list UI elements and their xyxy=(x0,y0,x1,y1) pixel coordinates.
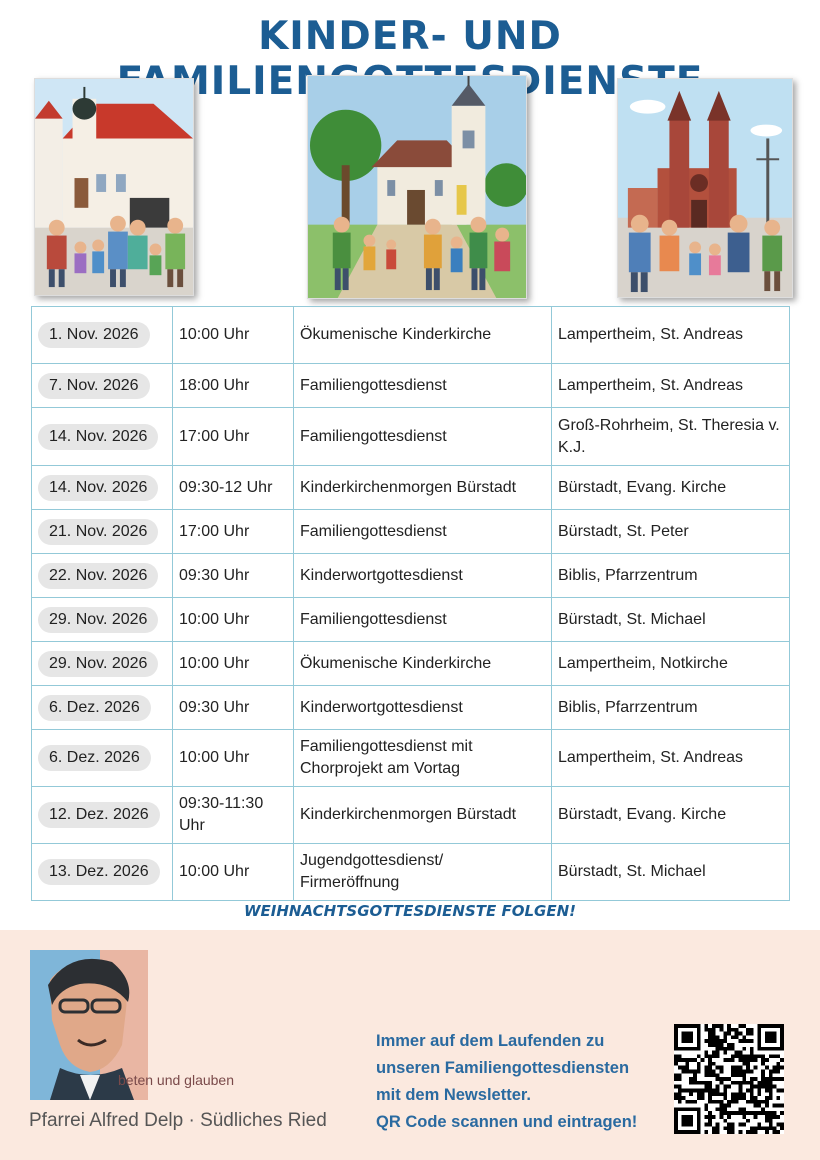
table-row xyxy=(32,730,790,787)
event-location: Bürstadt, St. Michael xyxy=(558,863,706,880)
event-date: 1. Nov. 2026 xyxy=(38,322,150,348)
event-date-cell xyxy=(32,787,173,844)
event-date-cell xyxy=(32,730,173,787)
event-name-cell xyxy=(294,844,552,901)
event-time-cell xyxy=(173,598,294,642)
event-time-cell xyxy=(173,364,294,408)
table-row xyxy=(32,554,790,598)
event-time-cell xyxy=(173,307,294,364)
event-location: Bürstadt, St. Peter xyxy=(558,522,689,540)
event-time: 18:00 Uhr xyxy=(179,376,250,394)
event-date: 22. Nov. 2026 xyxy=(38,563,158,589)
event-name: Kinderkirchenmorgen Bürstadt xyxy=(300,806,517,823)
event-date-cell xyxy=(32,598,173,642)
newsletter-line: mit dem Newsletter. xyxy=(376,1086,531,1104)
newsletter-line: QR Code scannen und eintragen! xyxy=(376,1113,638,1131)
schedule-table xyxy=(31,306,790,901)
event-location-cell xyxy=(552,510,790,554)
event-date: 29. Nov. 2026 xyxy=(38,607,158,633)
event-name: Ökumenische Kinderkirche xyxy=(300,654,492,672)
event-location: Lampertheim, Notkirche xyxy=(558,654,728,672)
event-location: Lampertheim, St. Andreas xyxy=(558,326,743,343)
newsletter-line: Immer auf dem Laufenden zu xyxy=(376,1032,605,1050)
event-date: 7. Nov. 2026 xyxy=(38,373,150,399)
event-name: Familiengottesdienst mit Chorprojekt am Vortag xyxy=(300,738,473,777)
event-date-cell xyxy=(32,408,173,466)
event-name-cell xyxy=(294,307,552,364)
event-date-cell xyxy=(32,307,173,364)
event-name: Familiengottesdienst xyxy=(300,427,447,445)
table-row xyxy=(32,686,790,730)
event-time-cell xyxy=(173,466,294,510)
event-location: Bürstadt, Evang. Kirche xyxy=(558,478,727,496)
event-time-cell xyxy=(173,844,294,901)
table-row xyxy=(32,787,790,844)
event-time: 10:00 Uhr xyxy=(179,326,250,343)
newsletter-line: unseren Familiengottesdiensten xyxy=(376,1059,630,1077)
village-church-illustration xyxy=(307,75,527,299)
footer xyxy=(0,930,820,1160)
event-time-cell xyxy=(173,787,294,844)
event-time: 09:30-12 Uhr xyxy=(179,478,273,496)
event-time: 10:00 Uhr xyxy=(179,610,250,628)
parish-name: Pfarrei Alfred Delp · Südliches Ried xyxy=(29,1110,327,1131)
event-date: 12. Dez. 2026 xyxy=(38,802,160,828)
event-time-cell xyxy=(173,686,294,730)
event-location-cell xyxy=(552,642,790,686)
event-location-cell xyxy=(552,844,790,901)
event-time: 17:00 Uhr xyxy=(179,522,250,540)
event-date-cell xyxy=(32,686,173,730)
event-name-cell xyxy=(294,642,552,686)
event-location: Bürstadt, Evang. Kirche xyxy=(558,806,727,823)
event-name-cell xyxy=(294,787,552,844)
table-row xyxy=(32,642,790,686)
event-date-cell xyxy=(32,466,173,510)
event-name: Ökumenische Kinderkirche xyxy=(300,326,492,343)
event-location-cell xyxy=(552,307,790,364)
event-location-cell xyxy=(552,787,790,844)
event-location: Biblis, Pfarrzentrum xyxy=(558,566,698,584)
event-time: 09:30-11:30 Uhr xyxy=(179,795,264,834)
event-time: 10:00 Uhr xyxy=(179,654,250,672)
event-date-cell xyxy=(32,642,173,686)
event-time-cell xyxy=(173,554,294,598)
event-location: Groß-Rohrheim, St. Theresia v. K.J. xyxy=(558,416,780,456)
event-date: 13. Dez. 2026 xyxy=(38,859,160,885)
event-name-cell xyxy=(294,466,552,510)
event-name: Familiengottesdienst xyxy=(300,522,447,540)
event-time: 10:00 Uhr xyxy=(179,749,250,766)
event-time: 09:30 Uhr xyxy=(179,698,250,716)
page-title: KINDER- UND xyxy=(258,14,562,59)
table-row xyxy=(32,510,790,554)
event-name-cell xyxy=(294,408,552,466)
event-name: Jugendgottesdienst/ Firmeröffnung xyxy=(300,852,444,891)
event-name: Kinderkirchenmorgen Bürstadt xyxy=(300,478,517,496)
event-time: 17:00 Uhr xyxy=(179,427,250,445)
event-name: Familiengottesdienst xyxy=(300,376,447,394)
event-location: Lampertheim, St. Andreas xyxy=(558,376,743,394)
event-date: 14. Nov. 2026 xyxy=(38,475,158,501)
event-location: Biblis, Pfarrzentrum xyxy=(558,698,698,716)
event-time-cell xyxy=(173,642,294,686)
event-location: Bürstadt, St. Michael xyxy=(558,610,706,628)
event-name-cell xyxy=(294,598,552,642)
event-name-cell xyxy=(294,730,552,787)
event-date: 6. Dez. 2026 xyxy=(38,695,151,721)
table-row xyxy=(32,364,790,408)
table-row xyxy=(32,408,790,466)
table-row xyxy=(32,844,790,901)
newsletter-qr-code[interactable] xyxy=(674,1024,784,1134)
event-date-cell xyxy=(32,844,173,901)
event-location-cell xyxy=(552,730,790,787)
event-name-cell xyxy=(294,686,552,730)
event-location: Lampertheim, St. Andreas xyxy=(558,749,743,766)
tagline: beten und glauben xyxy=(118,1072,234,1088)
newsletter-text xyxy=(376,1028,666,1136)
cathedral-family-illustration xyxy=(617,78,793,298)
event-location-cell xyxy=(552,364,790,408)
event-location-cell xyxy=(552,598,790,642)
event-date-cell xyxy=(32,364,173,408)
event-date: 29. Nov. 2026 xyxy=(38,651,158,677)
event-date: 21. Nov. 2026 xyxy=(38,519,158,545)
event-name-cell xyxy=(294,510,552,554)
event-location-cell xyxy=(552,554,790,598)
table-row xyxy=(32,466,790,510)
family-church-illustration xyxy=(34,78,194,296)
event-name-cell xyxy=(294,364,552,408)
event-name: Kinderwortgottesdienst xyxy=(300,566,463,584)
event-name-cell xyxy=(294,554,552,598)
event-name: Kinderwortgottesdienst xyxy=(300,698,463,716)
event-location-cell xyxy=(552,408,790,466)
event-time-cell xyxy=(173,408,294,466)
event-time-cell xyxy=(173,730,294,787)
event-time: 09:30 Uhr xyxy=(179,566,250,584)
event-time: 10:00 Uhr xyxy=(179,863,250,880)
event-date: 14. Nov. 2026 xyxy=(38,424,158,450)
christmas-note: WEIHNACHTSGOTTESDIENSTE FOLGEN! xyxy=(244,902,576,920)
event-date: 6. Dez. 2026 xyxy=(38,745,151,771)
table-row xyxy=(32,307,790,364)
event-date-cell xyxy=(32,554,173,598)
event-time-cell xyxy=(173,510,294,554)
event-location-cell xyxy=(552,686,790,730)
event-name: Familiengottesdienst xyxy=(300,610,447,628)
table-row xyxy=(32,598,790,642)
event-location-cell xyxy=(552,466,790,510)
event-date-cell xyxy=(32,510,173,554)
